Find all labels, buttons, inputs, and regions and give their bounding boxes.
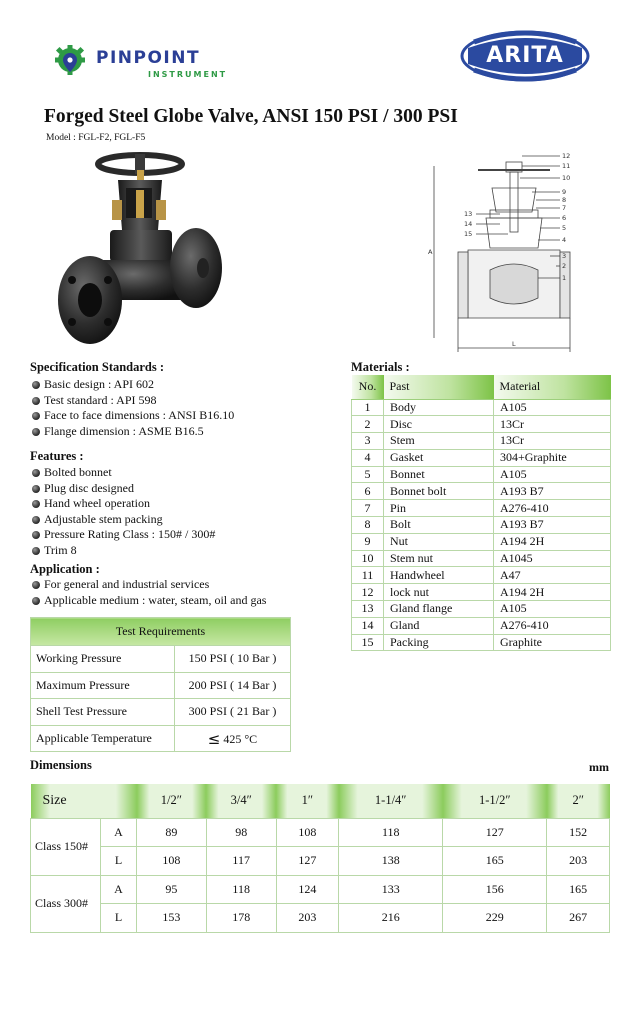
temperature-value: 425 °C: [220, 731, 258, 746]
material-no: 13: [352, 601, 384, 618]
dimension-value: 152: [547, 818, 610, 847]
dim-a-label: A: [428, 248, 433, 256]
material-value: 13Cr: [494, 433, 611, 450]
application-title: Application :: [30, 562, 100, 576]
materials-body: [352, 399, 611, 651]
dimension-value: 124: [276, 875, 339, 904]
material-part: Nut: [384, 533, 494, 550]
test-value: 150 PSI ( 10 Bar ): [175, 646, 291, 673]
table-row: [352, 601, 611, 618]
col-header-size-value: 1/2″: [137, 784, 207, 818]
callout-label: 2: [562, 262, 567, 270]
application-list: [30, 577, 266, 608]
dimension-value: 138: [339, 847, 443, 876]
material-no: 5: [352, 466, 384, 483]
table-row: [352, 483, 611, 500]
callout-label: 15: [464, 230, 473, 238]
list-item: Plug disc designed: [30, 481, 215, 497]
callout-label: 14: [464, 220, 473, 228]
list-item: Hand wheel operation: [30, 496, 215, 512]
material-value: A1045: [494, 550, 611, 567]
list-item: Trim 8: [30, 543, 215, 559]
material-part: Bonnet bolt: [384, 483, 494, 500]
list-item: Face to face dimensions : ANSI B16.10: [30, 408, 234, 424]
material-no: 7: [352, 500, 384, 517]
list-item: Bolted bonnet: [30, 465, 215, 481]
table-row: [352, 416, 611, 433]
table-row: [31, 646, 291, 673]
features-list: [30, 465, 215, 558]
dimensions-body: [31, 818, 610, 932]
material-value: 304+Graphite: [494, 449, 611, 466]
dimension-value: 178: [206, 904, 276, 933]
table-row: [352, 399, 611, 416]
material-no: 12: [352, 584, 384, 601]
material-no: 3: [352, 433, 384, 450]
material-value: A276-410: [494, 500, 611, 517]
pinpoint-logo: [52, 44, 242, 88]
list-item: Adjustable stem packing: [30, 512, 215, 528]
callout-label: 13: [464, 210, 473, 218]
table-header-row: [31, 784, 610, 818]
material-part: Gasket: [384, 449, 494, 466]
dim-l-label: L: [512, 340, 516, 348]
dimension-value: 165: [547, 875, 610, 904]
col-header-material: Material: [494, 375, 611, 399]
table-row: [31, 847, 610, 876]
material-no: 14: [352, 617, 384, 634]
material-part: Bonnet: [384, 466, 494, 483]
table-row: [352, 517, 611, 534]
dimension-value: 127: [443, 818, 547, 847]
table-row: [31, 904, 610, 933]
material-no: 4: [352, 449, 384, 466]
col-header-size-value: 3/4″: [206, 784, 276, 818]
callout-label: 3: [562, 252, 567, 260]
material-value: A194 2H: [494, 533, 611, 550]
dimension-value: 229: [443, 904, 547, 933]
table-row: [31, 672, 291, 699]
callout-label: 6: [562, 214, 567, 222]
table-row: [31, 725, 291, 752]
material-no: 15: [352, 634, 384, 651]
list-item: Applicable medium : water, steam, oil and gas: [30, 593, 266, 609]
features-title: Features :: [30, 449, 84, 463]
table-row: [352, 466, 611, 483]
callout-label: 11: [562, 162, 571, 170]
callout-label: 1: [562, 274, 567, 282]
test-requirements-title: Test Requirements: [31, 618, 291, 646]
class-label: Class 150#: [31, 818, 101, 875]
dimensions-unit: mm: [589, 760, 609, 774]
dimensions-title: Dimensions: [30, 758, 92, 772]
material-part: Pin: [384, 500, 494, 517]
material-part: Disc: [384, 416, 494, 433]
dimension-value: 156: [443, 875, 547, 904]
material-no: 2: [352, 416, 384, 433]
material-value: A193 B7: [494, 483, 611, 500]
page-title: Forged Steel Globe Valve, ANSI 150 PSI / 300 PSI: [44, 106, 458, 127]
callout-label: 5: [562, 224, 567, 232]
list-item: Test standard : API 598: [30, 393, 234, 409]
dimension-letter: L: [101, 847, 137, 876]
class-label: Class 300#: [31, 875, 101, 932]
material-no: 8: [352, 517, 384, 534]
dimension-value: 98: [206, 818, 276, 847]
material-part: Stem nut: [384, 550, 494, 567]
col-header-size-value: 2″: [547, 784, 610, 818]
material-part: Stem: [384, 433, 494, 450]
col-header-no: No.: [352, 375, 384, 399]
test-label: Working Pressure: [31, 646, 175, 673]
list-item: Pressure Rating Class : 150# / 300#: [30, 527, 215, 543]
material-part: Packing: [384, 634, 494, 651]
material-value: Graphite: [494, 634, 611, 651]
material-part: lock nut: [384, 584, 494, 601]
arita-logo: [460, 30, 590, 82]
col-header-size-value: 1-1/4″: [339, 784, 443, 818]
material-no: 11: [352, 567, 384, 584]
col-header-size: Size: [31, 784, 137, 818]
dimension-value: 118: [339, 818, 443, 847]
dimension-letter: L: [101, 904, 137, 933]
material-part: Gland flange: [384, 601, 494, 618]
dimension-value: 153: [137, 904, 207, 933]
spec-standards-title: Specification Standards :: [30, 360, 165, 374]
material-part: Bolt: [384, 517, 494, 534]
dimension-value: 127: [276, 847, 339, 876]
material-value: A105: [494, 601, 611, 618]
test-label: Shell Test Pressure: [31, 699, 175, 726]
dimension-value: 118: [206, 875, 276, 904]
dimension-value: 203: [547, 847, 610, 876]
table-row: [31, 699, 291, 726]
material-value: A105: [494, 466, 611, 483]
table-row: [352, 433, 611, 450]
dimension-value: 95: [137, 875, 207, 904]
col-header-size-value: 1″: [276, 784, 339, 818]
dimension-value: 267: [547, 904, 610, 933]
material-value: 13Cr: [494, 416, 611, 433]
callout-label: 4: [562, 236, 567, 244]
table-row: [352, 500, 611, 517]
dimension-letter: A: [101, 875, 137, 904]
test-value: 200 PSI ( 14 Bar ): [175, 672, 291, 699]
test-requirements-table: [30, 617, 291, 752]
table-row: [352, 567, 611, 584]
dimensions-table: [30, 784, 610, 933]
test-value-temperature: [175, 725, 291, 752]
table-row: [31, 818, 610, 847]
materials-title: Materials :: [351, 360, 410, 374]
table-row: [31, 618, 291, 646]
callout-label: 9: [562, 188, 567, 196]
callout-label: 10: [562, 174, 571, 182]
material-value: A105: [494, 399, 611, 416]
material-no: 9: [352, 533, 384, 550]
material-part: Gland: [384, 617, 494, 634]
table-row: [352, 533, 611, 550]
material-value: A47: [494, 567, 611, 584]
dimension-value: 108: [137, 847, 207, 876]
valve-photo: [58, 150, 228, 355]
model-line: Model : FGL-F2, FGL-F5: [46, 133, 146, 143]
table-header-row: [352, 375, 611, 399]
dimension-value: 216: [339, 904, 443, 933]
material-no: 10: [352, 550, 384, 567]
valve-technical-drawing: [420, 148, 590, 358]
materials-table: [351, 375, 611, 651]
table-row: [352, 550, 611, 567]
test-label: Applicable Temperature: [31, 725, 175, 752]
list-item: For general and industrial services: [30, 577, 266, 593]
material-no: 1: [352, 399, 384, 416]
dimension-value: 203: [276, 904, 339, 933]
test-label: Maximum Pressure: [31, 672, 175, 699]
pinpoint-sub: INSTRUMENT: [148, 70, 228, 79]
test-value: 300 PSI ( 21 Bar ): [175, 699, 291, 726]
list-item: Flange dimension : ASME B16.5: [30, 424, 234, 440]
list-item: Basic design : API 602: [30, 377, 234, 393]
dimension-value: 108: [276, 818, 339, 847]
col-header-part: Past: [384, 375, 494, 399]
material-value: A194 2H: [494, 584, 611, 601]
dimension-value: 117: [206, 847, 276, 876]
less-equal-symbol: ≤: [207, 729, 221, 748]
callout-label: 8: [562, 196, 567, 204]
material-part: Handwheel: [384, 567, 494, 584]
dimension-value: 133: [339, 875, 443, 904]
pinpoint-name: PINPOINT: [96, 48, 201, 68]
table-row: [352, 634, 611, 651]
table-row: [352, 584, 611, 601]
table-row: [352, 617, 611, 634]
callout-label: 7: [562, 204, 567, 212]
material-part: Body: [384, 399, 494, 416]
spec-standards-list: [30, 377, 234, 439]
col-header-size-value: 1-1/2″: [443, 784, 547, 818]
dimension-letter: A: [101, 818, 137, 847]
table-row: [352, 449, 611, 466]
callout-label: 12: [562, 152, 571, 160]
dimension-value: 89: [137, 818, 207, 847]
gear-pin-icon: [52, 44, 88, 80]
material-no: 6: [352, 483, 384, 500]
material-value: A276-410: [494, 617, 611, 634]
table-row: [31, 875, 610, 904]
dimension-value: 165: [443, 847, 547, 876]
arita-name: ARITA: [486, 43, 564, 68]
material-value: A193 B7: [494, 517, 611, 534]
